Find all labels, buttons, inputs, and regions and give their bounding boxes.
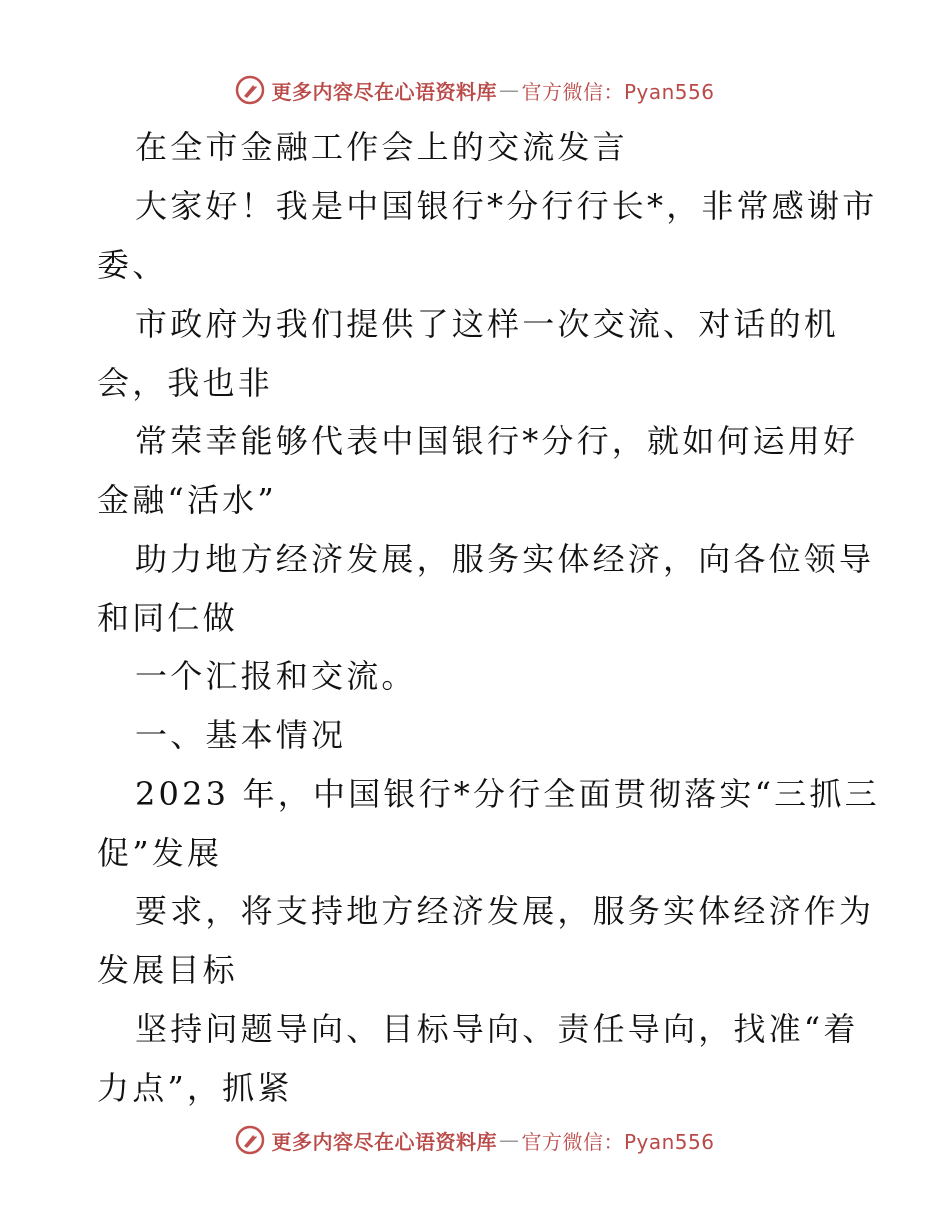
watermark-main-text: 更多内容尽在心语资料库 [271, 79, 497, 104]
paragraph-line: 助力地方经济发展，服务实体经济，向各位领导 [135, 540, 875, 578]
paragraph-line: 2023 年，中国银行*分行全面贯彻落实“三抓三 [135, 775, 880, 813]
header-watermark [0, 70, 950, 110]
section-heading: 一、基本情况 [135, 716, 347, 754]
paragraph-line: 坚持问题导向、目标导向、责任导向，找准“着 [135, 1010, 859, 1048]
watermark-suffix-text: 官方微信：Pyan556 [521, 1129, 715, 1154]
paragraph-line: 金融“活水” [97, 481, 277, 519]
paragraph-line: 一个汇报和交流。 [135, 657, 417, 695]
watermark-suffix-text: 官方微信：Pyan556 [521, 79, 715, 104]
watermark-separator: — [498, 78, 520, 102]
pen-nib-logo-icon [235, 75, 265, 105]
paragraph-line: 发展目标 [97, 951, 238, 989]
pen-nib-logo-icon [235, 1125, 265, 1155]
paragraph-line: 委、 [97, 246, 168, 284]
paragraph-line: 和同仁做 [97, 599, 238, 637]
watermark-separator: — [498, 1128, 520, 1152]
paragraph-line: 市政府为我们提供了这样一次交流、对话的机 [135, 305, 840, 343]
paragraph-line: 力点”，抓紧 [97, 1069, 293, 1107]
paragraph-line: 促”发展 [97, 834, 223, 872]
paragraph-line: 会，我也非 [97, 364, 274, 402]
watermark-main-text: 更多内容尽在心语资料库 [271, 1129, 497, 1154]
paragraph-line: 要求，将支持地方经济发展，服务实体经济作为 [135, 892, 875, 930]
document-title: 在全市金融工作会上的交流发言 [135, 128, 628, 166]
footer-watermark [0, 1120, 950, 1160]
paragraph-line: 常荣幸能够代表中国银行*分行，就如何运用好 [135, 422, 859, 460]
paragraph-line: 大家好！我是中国银行*分行行长*，非常感谢市 [135, 187, 878, 225]
